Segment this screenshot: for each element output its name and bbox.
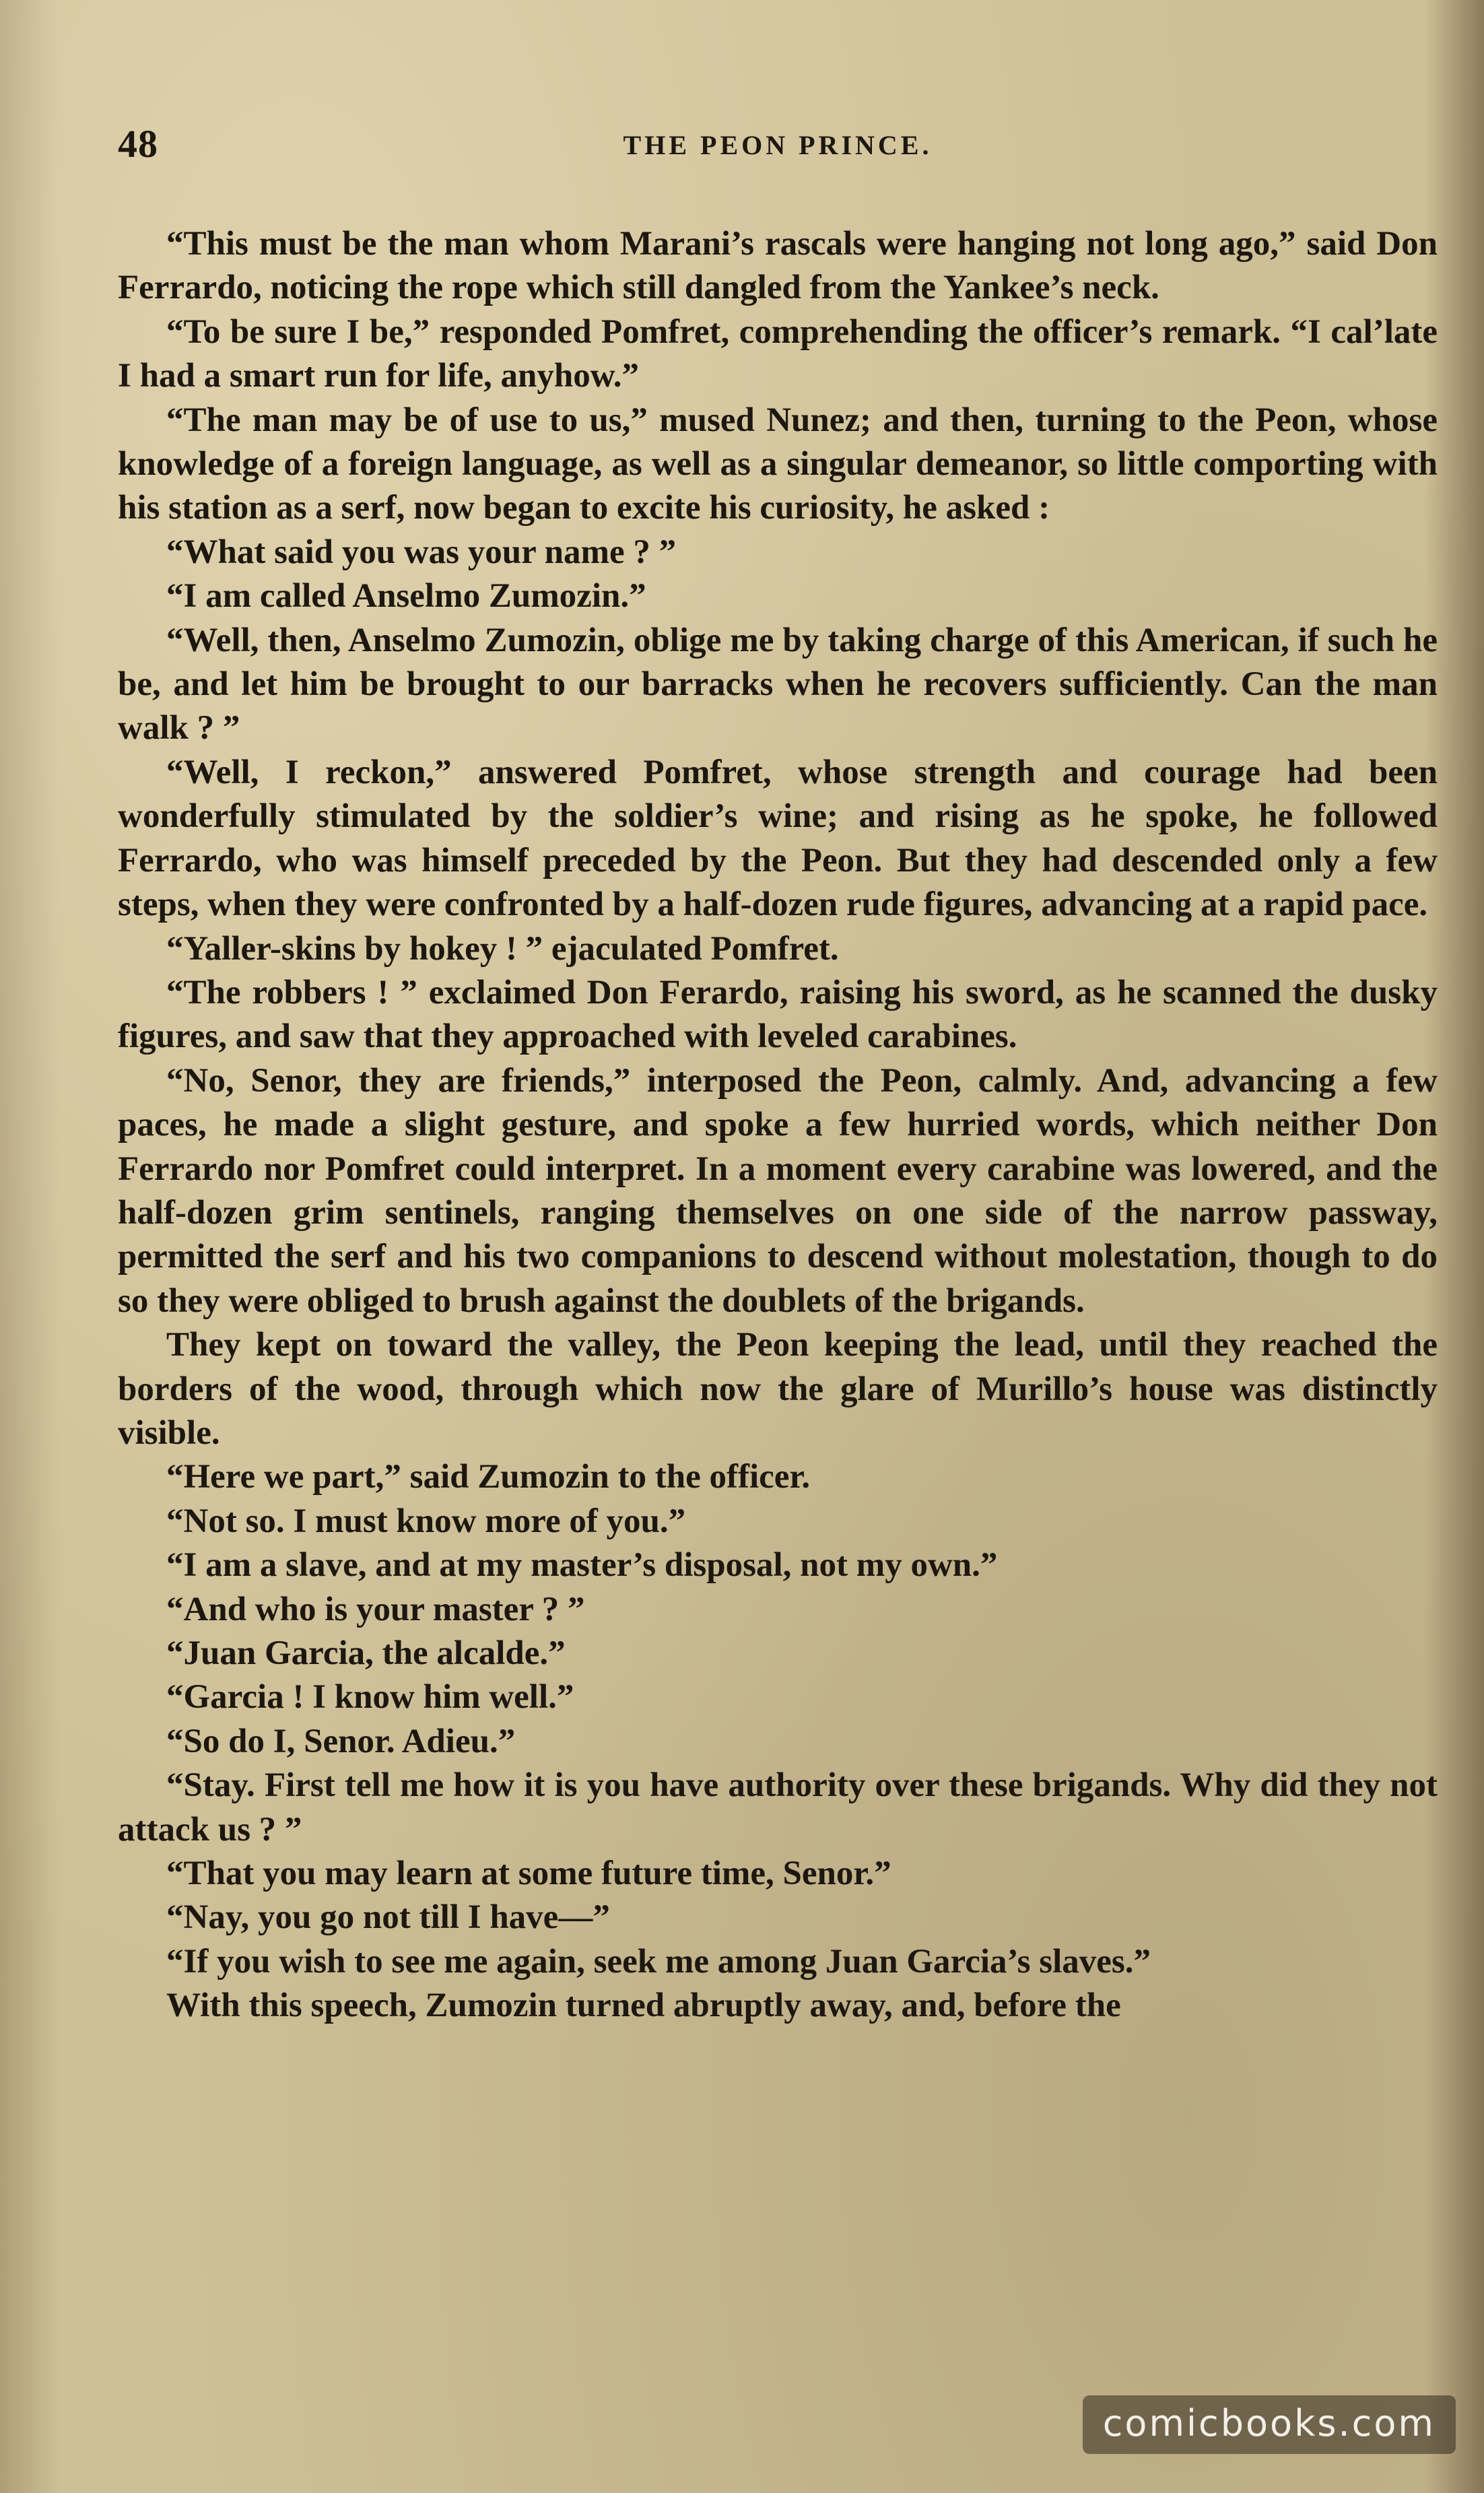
paragraph: “Not so. I must know more of you.” xyxy=(166,1502,686,1540)
paragraph: “Well, I reckon,” answered Pomfret, whose strength and courage had been wonderfully stimulated by the soldier’s wine; and rising as he spoke, he followed Ferrardo, who was himself preceded by the Peon. But they had descended only a few steps, when they were confronted by a half-dozen rude figures, advancing at a rapid pace. xyxy=(118,753,1438,924)
paragraph: “Nay, you go not till I have—” xyxy=(166,1898,610,1937)
body-text xyxy=(118,222,1438,2028)
paragraph: “If you wish to see me again, seek me among Juan Garcia’s slaves.” xyxy=(166,1942,1151,1981)
paragraph: “Yaller-skins by hokey ! ” ejaculated Pomfret. xyxy=(166,929,839,968)
paragraph: “What said you was your name ? ” xyxy=(166,533,677,571)
paragraph: “The man may be of use to us,” mused Nunez; and then, turning to the Peon, whose knowledge of a foreign language, as well as a singular demeanor, so little comporting with his station as a serf, now began to excite his curiosity, he asked : xyxy=(118,401,1438,527)
paragraph: “The robbers ! ” exclaimed Don Ferardo, raising his sword, as he scanned the dusky figures, and saw that they approached with leveled carabines. xyxy=(118,973,1438,1056)
paragraph: “Well, then, Anselmo Zumozin, oblige me by taking charge of this American, if such he be, and let him be brought to our barracks when he recovers sufficiently. Can the man walk ? ” xyxy=(118,621,1438,747)
paragraph: With this speech, Zumozin turned abruptly away, and, before the xyxy=(166,1987,1121,2025)
paragraph: “And who is your master ? ” xyxy=(166,1590,585,1628)
paragraph: “Stay. First tell me how it is you have authority over these brigands. Why did they not attack us ? ” xyxy=(118,1766,1438,1849)
paragraph: “That you may learn at some future time, Senor.” xyxy=(166,1855,891,1893)
paragraph: “This must be the man whom Marani’s rascals were hanging not long ago,” said Don Ferrardo, noticing the rope which still dangled from the Yankee’s neck. xyxy=(118,225,1438,307)
page-number: 48 xyxy=(118,122,158,166)
paragraph: “Here we part,” said Zumozin to the officer. xyxy=(166,1458,811,1496)
watermark: comicbooks.com xyxy=(1083,2395,1456,2454)
paragraph: “No, Senor, they are friends,” interposed the Peon, calmly. And, advancing a few paces, he made a slight gesture, and spoke a few hurried words, which neither Don Ferrardo nor Pomfret could interpret. In a moment every carabine was lowered, and the half-dozen grim sentinels, ranging themselves on one side of the narrow passway, permitted the serf and his two companions to descend without molestation, though to do so they were obliged to brush against the doublets of the brigands. xyxy=(118,1061,1438,1320)
paragraph: “Juan Garcia, the alcalde.” xyxy=(166,1634,566,1672)
paragraph: “I am a slave, and at my master’s disposal, not my own.” xyxy=(166,1546,998,1585)
paragraph: They kept on toward the valley, the Peon keeping the lead, until they reached the borders of the wood, through which now the glare of Murillo’s house was distinctly visible. xyxy=(118,1326,1438,1452)
paragraph: “To be sure I be,” responded Pomfret, comprehending the officer’s remark. “I cal’late I had a smart run for life, anyhow.” xyxy=(118,312,1438,395)
running-title: THE PEON PRINCE. xyxy=(623,130,933,160)
paragraph: “So do I, Senor. Adieu.” xyxy=(166,1722,516,1760)
page-header xyxy=(118,121,1438,182)
paragraph: “Garcia ! I know him well.” xyxy=(166,1678,574,1717)
paragraph: “I am called Anselmo Zumozin.” xyxy=(166,577,646,616)
